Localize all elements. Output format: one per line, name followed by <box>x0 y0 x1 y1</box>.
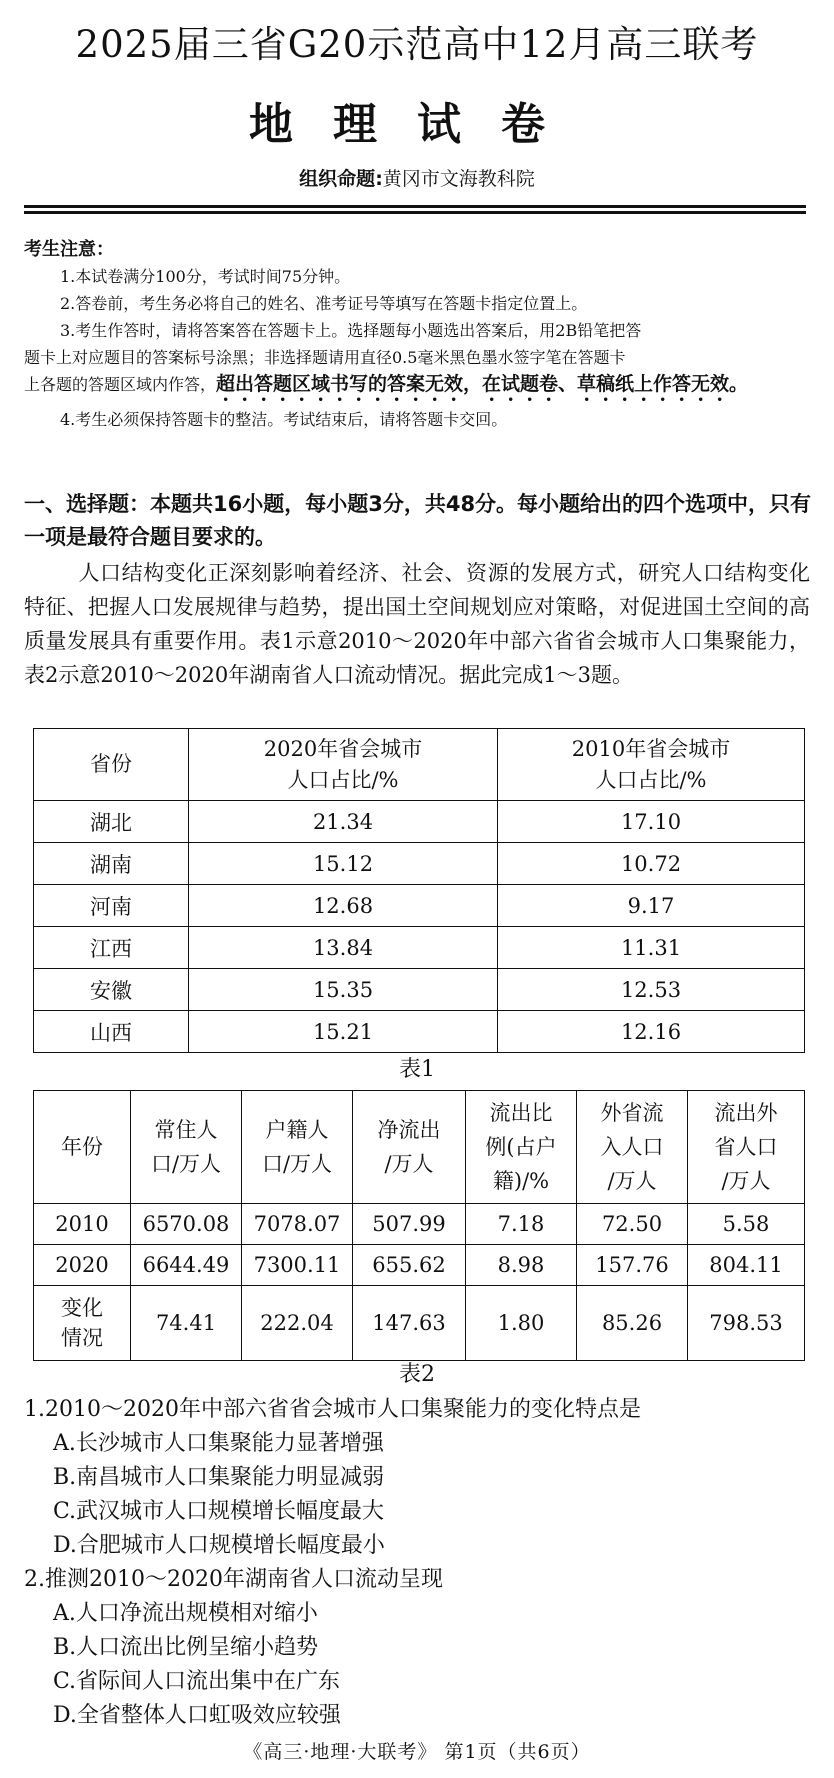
table-cell: 655.62 <box>353 1245 466 1286</box>
notice-item-2: 2.答卷前，考生务必将自己的姓名、准考证号等填写在答题卡指定位置上。 <box>60 294 588 313</box>
question-1-option-b: B.南昌城市人口集聚能力明显减弱 <box>53 1465 385 1490</box>
table-cell: 2020 <box>34 1245 131 1286</box>
notice-heading: 考生注意： <box>24 239 114 260</box>
organizer-label: 组织命题 <box>299 168 376 190</box>
table-cell: 804.11 <box>688 1245 805 1286</box>
notice-emphasis: 超出答题区域书写的答案无效，在试题卷、草稿纸上作答无效。 <box>216 373 749 395</box>
table-2-caption: 表2 <box>399 1362 435 1387</box>
page-footer: 《高三·地理·大联考》 第1页（共6页） <box>243 1741 591 1763</box>
table-2 <box>33 1090 805 1361</box>
table-cell: 798.53 <box>688 1286 805 1361</box>
question-2-option-d: D.全省整体人口虹吸效应较强 <box>53 1703 341 1728</box>
table-header-row <box>34 1091 805 1204</box>
table-cell: 7078.07 <box>242 1204 353 1245</box>
table-cell: 6644.49 <box>131 1245 242 1286</box>
question-2-option-b: B.人口流出比例呈缩小趋势 <box>53 1635 319 1660</box>
table-header-cell: 2020年省会城市 人口占比/% <box>189 729 498 801</box>
table-cell: 74.41 <box>131 1286 242 1361</box>
table-1-caption: 表1 <box>399 1057 435 1082</box>
table-row <box>34 843 805 885</box>
table-cell: 222.04 <box>242 1286 353 1361</box>
passage: 人口结构变化正深刻影响着经济、社会、资源的发展方式，研究人口结构变化特征、把握人口发展规律与趋势，提出国土空间规划应对策略，对促进国土空间的高质量发展具有重要作用。表1示意2010～2020年中部六省省会城市人口集聚能力，表2示意2010～2020年湖南省人口流动情况。据此完成1～3题。 <box>24 561 810 687</box>
table-header-cell: 户籍人 口/万人 <box>242 1091 353 1204</box>
table-cell: 1.80 <box>466 1286 577 1361</box>
exam-title: 2025届三省G20示范高中12月高三联考 <box>75 23 759 66</box>
subject-title: 地理试卷 <box>249 99 585 150</box>
question-1-option-a: A.长沙城市人口集聚能力显著增强 <box>53 1431 384 1456</box>
table-cell: 8.98 <box>466 1245 577 1286</box>
table-header-cell: 净流出 /万人 <box>353 1091 466 1204</box>
header-rule-top <box>24 205 806 208</box>
table-header-cell: 外省流 入人口 /万人 <box>577 1091 688 1204</box>
notice-item-1: 1.本试卷满分100分，考试时间75分钟。 <box>60 267 351 286</box>
table-header-cell: 省份 <box>34 729 189 801</box>
table-cell: 15.35 <box>189 969 498 1011</box>
table-header-cell: 年份 <box>34 1091 131 1204</box>
table-header-cell: 流出比 例(占户 籍)/% <box>466 1091 577 1204</box>
table-cell: 湖北 <box>34 801 189 843</box>
notice-item-3-cont2: 上各题的答题区域内作答，超出答题区域书写的答案无效，在试题卷、草稿纸上作答无效。 <box>24 373 749 395</box>
table-cell: 85.26 <box>577 1286 688 1361</box>
organizer-name: 黄冈市文海教科院 <box>382 168 535 190</box>
table-cell: 147.63 <box>353 1286 466 1361</box>
table-row <box>34 1245 805 1286</box>
header-rule-bottom <box>24 211 806 214</box>
table-cell: 21.34 <box>189 801 498 843</box>
table-cell: 湖南 <box>34 843 189 885</box>
table-cell: 11.31 <box>498 927 805 969</box>
table-row <box>34 1286 805 1361</box>
table-cell: 安徽 <box>34 969 189 1011</box>
notice-item-3: 3.考生作答时，请将答案答在答题卡上。选择题每小题选出答案后，用2B铅笔把答 <box>60 321 642 340</box>
table-1 <box>33 728 805 1053</box>
table-cell: 9.17 <box>498 885 805 927</box>
table-cell: 山西 <box>34 1011 189 1053</box>
table-cell: 7300.11 <box>242 1245 353 1286</box>
table-cell: 157.76 <box>577 1245 688 1286</box>
table-cell: 12.53 <box>498 969 805 1011</box>
question-2-option-c: C.省际间人口流出集中在广东 <box>53 1669 341 1694</box>
table-cell: 10.72 <box>498 843 805 885</box>
table-row <box>34 801 805 843</box>
table-header-cell: 常住人 口/万人 <box>131 1091 242 1204</box>
question-1-option-c: C.武汉城市人口规模增长幅度最大 <box>53 1499 385 1524</box>
table-cell: 17.10 <box>498 801 805 843</box>
question-2-stem: 2.推测2010～2020年湖南省人口流动呈现 <box>24 1567 443 1592</box>
table-header-cell: 流出外 省人口 /万人 <box>688 1091 805 1204</box>
table-cell: 15.12 <box>189 843 498 885</box>
table-cell: 河南 <box>34 885 189 927</box>
table-cell: 江西 <box>34 927 189 969</box>
question-1-option-d: D.合肥城市人口规模增长幅度最小 <box>53 1533 385 1558</box>
candidate-notice <box>24 236 810 433</box>
table-cell: 507.99 <box>353 1204 466 1245</box>
table-cell: 12.16 <box>498 1011 805 1053</box>
table-cell: 12.68 <box>189 885 498 927</box>
table-cell: 72.50 <box>577 1204 688 1245</box>
notice-item-3-cont: 题卡上对应题目的答案标号涂黑；非选择题请用直径0.5毫米黑色墨水签字笔在答题卡 <box>24 348 626 367</box>
table-row <box>34 1011 805 1053</box>
table-cell: 7.18 <box>466 1204 577 1245</box>
table-row <box>34 1204 805 1245</box>
organizer-line: 组织命题:黄冈市文海教科院 <box>299 168 535 190</box>
table-cell: 6570.08 <box>131 1204 242 1245</box>
questions <box>24 1393 814 1733</box>
question-2-option-a: A.人口净流出规模相对缩小 <box>53 1601 318 1626</box>
table-row <box>34 885 805 927</box>
table-row <box>34 969 805 1011</box>
table-header-row <box>34 729 805 801</box>
table-header-cell: 2010年省会城市 人口占比/% <box>498 729 805 801</box>
table-cell: 2010 <box>34 1204 131 1245</box>
table-cell: 变化 情况 <box>34 1286 131 1361</box>
section-heading: 一、选择题：本题共16小题，每小题3分，共48分。每小题给出的四个选项中，只有一项是最符合题目要求的。 <box>24 492 812 549</box>
table-cell: 13.84 <box>189 927 498 969</box>
table-row <box>34 927 805 969</box>
notice-item-4: 4.考生必须保持答题卡的整洁。考试结束后，请将答题卡交回。 <box>60 410 508 429</box>
question-1-stem: 1.2010～2020年中部六省省会城市人口集聚能力的变化特点是 <box>24 1397 641 1422</box>
table-cell: 15.21 <box>189 1011 498 1053</box>
table-cell: 5.58 <box>688 1204 805 1245</box>
